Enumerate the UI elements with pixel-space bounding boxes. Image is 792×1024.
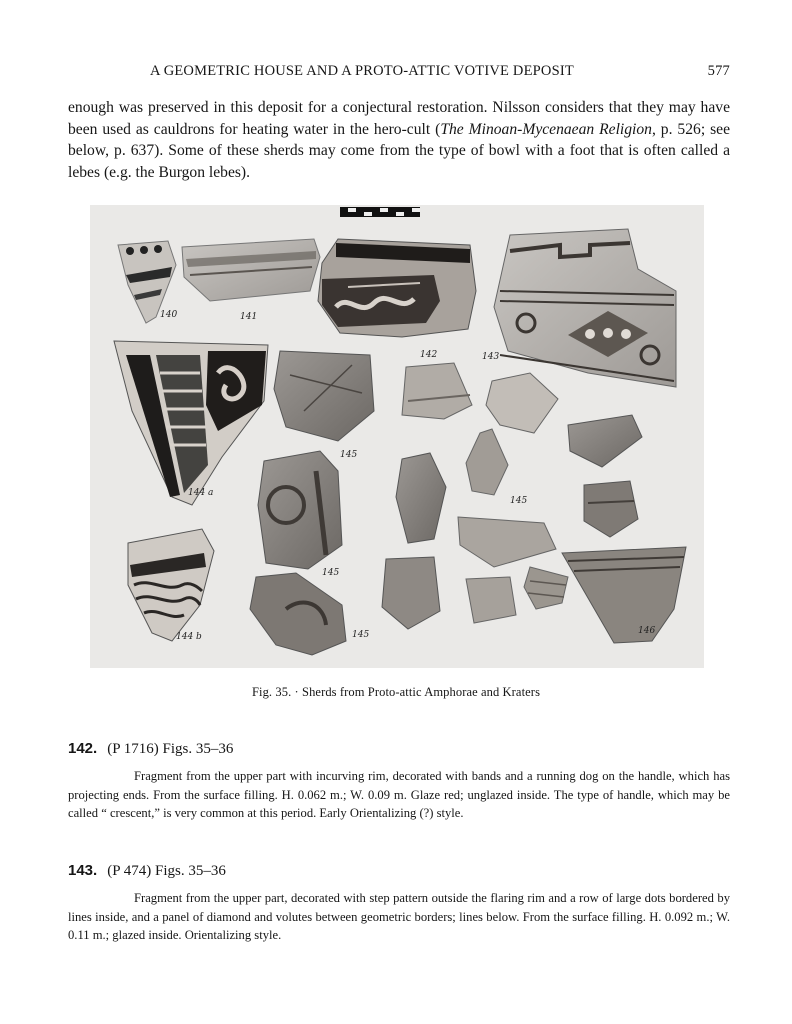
entry-reference: (P 474) Figs. 35–36 [107, 863, 226, 879]
label-145-a: 145 [340, 450, 358, 460]
label-140: 140 [160, 310, 178, 320]
entry-number: 142. [68, 740, 98, 757]
entry-heading [68, 862, 730, 880]
entry-number: 143. [68, 862, 98, 879]
label-145-b: 145 [510, 496, 528, 506]
sherd-145-center [258, 451, 342, 569]
figure-caption: Fig. 35. · Sherds from Proto-attic Amphorae and Kraters [251, 685, 541, 699]
label-145-d: 145 [352, 630, 370, 640]
running-head-title: A GEOMETRIC HOUSE AND A PROTO-ATTIC VOTIVE DEPOSIT [150, 63, 574, 79]
paragraph-text-2: , p. 526; see below, p. 637). Some of these sherds may come from the type of bowl with a foot that is often called a lebes (e.g. the Burgon lebes). [68, 120, 730, 181]
entry-reference: (P 1716) Figs. 35–36 [107, 741, 234, 757]
entry-heading [68, 740, 730, 758]
sherd-141 [182, 239, 320, 301]
label-142: 142 [420, 350, 438, 360]
entry-description: Fragment from the upper part, decorated with step pattern outside the flaring rim and a row of large dots bordered by lines inside, and a panel of diamond and volutes between geometric borders; lines below. From the surface filling. H. 0.092 m.; W. 0.11 m.; glazed inside. Orientalizing style. [68, 891, 730, 942]
paragraph-book-title: The Minoan-Mycenaean Religion [440, 120, 652, 138]
label-144b: 144 b [176, 632, 202, 642]
scale-bar [340, 207, 420, 217]
entry-description: Fragment from the upper part with incurving rim, decorated with bands and a running dog on the handle, which has projecting ends. From the surface filling. H. 0.062 m.; W. 0.09 m. Glaze red; unglazed inside. The type of handle, which may be called “ crescent,” is very common at this period. Early Orientalizing (?) style. [68, 769, 730, 820]
sherds-photograph [90, 205, 704, 668]
label-141: 141 [240, 312, 258, 322]
sherd-small-i [466, 577, 516, 623]
label-144a: 144 a [188, 488, 214, 498]
label-143: 143 [482, 352, 500, 362]
body-paragraph [68, 97, 730, 183]
page-number: 577 [707, 63, 730, 79]
paragraph-text-1: enough was preserved in this deposit for a conjectural restoration. Nilsson considers that they may have been used as cauldrons for heating water in the hero-cult ( [68, 99, 730, 138]
figure-plate [90, 205, 704, 668]
label-145-c: 145 [322, 568, 340, 578]
catalogue-entry-142 [68, 740, 730, 823]
sherd-142 [318, 239, 476, 337]
catalogue-entry-143 [68, 862, 730, 945]
label-146: 146 [638, 626, 656, 636]
